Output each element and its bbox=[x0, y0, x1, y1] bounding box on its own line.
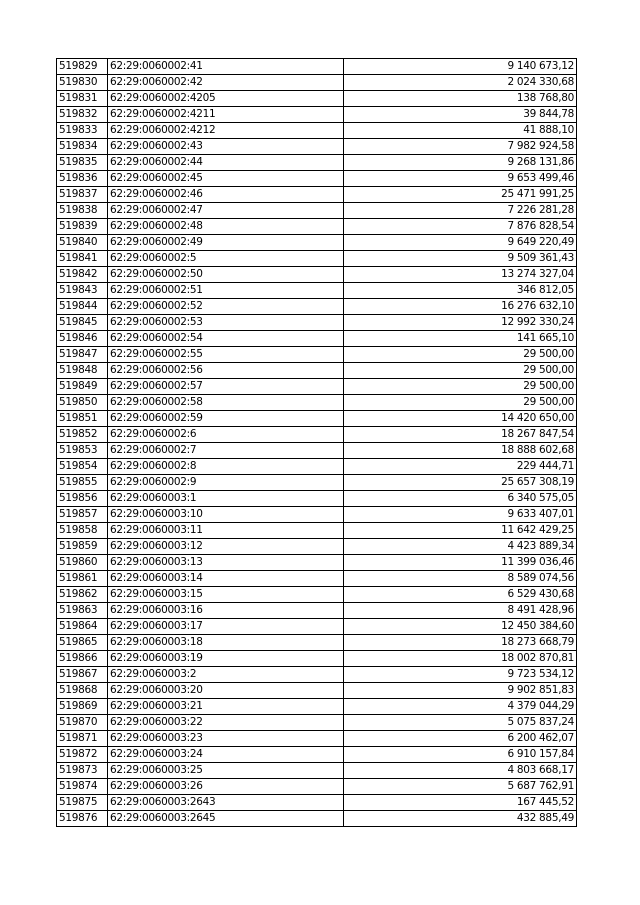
row-id-cell: 519844 bbox=[57, 299, 108, 315]
cadastral-number-cell: 62:29:0060002:50 bbox=[108, 267, 344, 283]
row-id-cell: 519837 bbox=[57, 187, 108, 203]
cadastral-value-cell: 229 444,71 bbox=[344, 459, 577, 475]
table-row bbox=[57, 683, 577, 699]
cadastral-value-cell: 14 420 650,00 bbox=[344, 411, 577, 427]
cadastral-number-cell: 62:29:0060003:1 bbox=[108, 491, 344, 507]
cadastral-value-cell: 6 910 157,84 bbox=[344, 747, 577, 763]
cadastral-number-cell: 62:29:0060002:54 bbox=[108, 331, 344, 347]
table-row bbox=[57, 91, 577, 107]
row-id-cell: 519830 bbox=[57, 75, 108, 91]
cadastral-number-cell: 62:29:0060002:8 bbox=[108, 459, 344, 475]
cadastral-value-cell: 39 844,78 bbox=[344, 107, 577, 123]
table-row bbox=[57, 315, 577, 331]
cadastral-value-cell: 12 450 384,60 bbox=[344, 619, 577, 635]
cadastral-value-cell: 8 589 074,56 bbox=[344, 571, 577, 587]
table-row bbox=[57, 555, 577, 571]
cadastral-value-cell: 4 379 044,29 bbox=[344, 699, 577, 715]
table-row bbox=[57, 235, 577, 251]
cadastral-value-cell: 5 687 762,91 bbox=[344, 779, 577, 795]
cadastral-value-cell: 138 768,80 bbox=[344, 91, 577, 107]
cadastral-value-cell: 13 274 327,04 bbox=[344, 267, 577, 283]
table-row bbox=[57, 59, 577, 75]
row-id-cell: 519851 bbox=[57, 411, 108, 427]
row-id-cell: 519834 bbox=[57, 139, 108, 155]
table-row bbox=[57, 699, 577, 715]
table-row bbox=[57, 443, 577, 459]
table-row bbox=[57, 523, 577, 539]
cadastral-number-cell: 62:29:0060002:58 bbox=[108, 395, 344, 411]
cadastral-value-cell: 7 982 924,58 bbox=[344, 139, 577, 155]
table-row bbox=[57, 219, 577, 235]
cadastral-value-cell: 11 642 429,25 bbox=[344, 523, 577, 539]
row-id-cell: 519831 bbox=[57, 91, 108, 107]
cadastral-value-cell: 25 471 991,25 bbox=[344, 187, 577, 203]
row-id-cell: 519873 bbox=[57, 763, 108, 779]
cadastral-number-cell: 62:29:0060003:12 bbox=[108, 539, 344, 555]
table-row bbox=[57, 475, 577, 491]
row-id-cell: 519833 bbox=[57, 123, 108, 139]
table-row bbox=[57, 635, 577, 651]
row-id-cell: 519850 bbox=[57, 395, 108, 411]
cadastral-number-cell: 62:29:0060002:6 bbox=[108, 427, 344, 443]
table-row bbox=[57, 619, 577, 635]
row-id-cell: 519846 bbox=[57, 331, 108, 347]
cadastral-value-cell: 141 665,10 bbox=[344, 331, 577, 347]
cadastral-number-cell: 62:29:0060003:21 bbox=[108, 699, 344, 715]
cadastral-value-cell: 8 491 428,96 bbox=[344, 603, 577, 619]
row-id-cell: 519861 bbox=[57, 571, 108, 587]
table-row bbox=[57, 299, 577, 315]
cadastral-number-cell: 62:29:0060003:18 bbox=[108, 635, 344, 651]
table-row bbox=[57, 715, 577, 731]
table-row bbox=[57, 331, 577, 347]
cadastral-number-cell: 62:29:0060002:59 bbox=[108, 411, 344, 427]
cadastral-value-table bbox=[56, 58, 577, 827]
row-id-cell: 519870 bbox=[57, 715, 108, 731]
cadastral-number-cell: 62:29:0060002:56 bbox=[108, 363, 344, 379]
table-row bbox=[57, 587, 577, 603]
cadastral-number-cell: 62:29:0060002:5 bbox=[108, 251, 344, 267]
cadastral-value-cell: 9 268 131,86 bbox=[344, 155, 577, 171]
cadastral-value-cell: 7 876 828,54 bbox=[344, 219, 577, 235]
row-id-cell: 519843 bbox=[57, 283, 108, 299]
row-id-cell: 519832 bbox=[57, 107, 108, 123]
cadastral-number-cell: 62:29:0060002:46 bbox=[108, 187, 344, 203]
cadastral-number-cell: 62:29:0060002:44 bbox=[108, 155, 344, 171]
table-row bbox=[57, 491, 577, 507]
cadastral-value-cell: 4 423 889,34 bbox=[344, 539, 577, 555]
cadastral-number-cell: 62:29:0060003:19 bbox=[108, 651, 344, 667]
cadastral-value-cell: 5 075 837,24 bbox=[344, 715, 577, 731]
cadastral-number-cell: 62:29:0060003:2645 bbox=[108, 811, 344, 827]
table-row bbox=[57, 731, 577, 747]
row-id-cell: 519857 bbox=[57, 507, 108, 523]
row-id-cell: 519854 bbox=[57, 459, 108, 475]
row-id-cell: 519862 bbox=[57, 587, 108, 603]
cadastral-value-cell: 7 226 281,28 bbox=[344, 203, 577, 219]
cadastral-value-cell: 167 445,52 bbox=[344, 795, 577, 811]
table-row bbox=[57, 507, 577, 523]
cadastral-number-cell: 62:29:0060002:52 bbox=[108, 299, 344, 315]
table-row bbox=[57, 651, 577, 667]
table-row bbox=[57, 427, 577, 443]
cadastral-value-cell: 29 500,00 bbox=[344, 379, 577, 395]
cadastral-number-cell: 62:29:0060003:2 bbox=[108, 667, 344, 683]
row-id-cell: 519863 bbox=[57, 603, 108, 619]
cadastral-value-cell: 25 657 308,19 bbox=[344, 475, 577, 491]
table-row bbox=[57, 747, 577, 763]
cadastral-number-cell: 62:29:0060002:4205 bbox=[108, 91, 344, 107]
table-row bbox=[57, 779, 577, 795]
cadastral-value-cell: 9 633 407,01 bbox=[344, 507, 577, 523]
cadastral-value-cell: 12 992 330,24 bbox=[344, 315, 577, 331]
row-id-cell: 519840 bbox=[57, 235, 108, 251]
cadastral-number-cell: 62:29:0060002:4211 bbox=[108, 107, 344, 123]
row-id-cell: 519867 bbox=[57, 667, 108, 683]
table-row bbox=[57, 379, 577, 395]
row-id-cell: 519874 bbox=[57, 779, 108, 795]
row-id-cell: 519845 bbox=[57, 315, 108, 331]
row-id-cell: 519835 bbox=[57, 155, 108, 171]
row-id-cell: 519856 bbox=[57, 491, 108, 507]
row-id-cell: 519868 bbox=[57, 683, 108, 699]
row-id-cell: 519864 bbox=[57, 619, 108, 635]
table-row bbox=[57, 811, 577, 827]
row-id-cell: 519847 bbox=[57, 347, 108, 363]
table-row bbox=[57, 251, 577, 267]
table-row bbox=[57, 795, 577, 811]
table-row bbox=[57, 395, 577, 411]
table-row bbox=[57, 763, 577, 779]
cadastral-value-cell: 41 888,10 bbox=[344, 123, 577, 139]
cadastral-number-cell: 62:29:0060003:17 bbox=[108, 619, 344, 635]
row-id-cell: 519849 bbox=[57, 379, 108, 395]
row-id-cell: 519875 bbox=[57, 795, 108, 811]
table-row bbox=[57, 75, 577, 91]
cadastral-number-cell: 62:29:0060003:14 bbox=[108, 571, 344, 587]
table-row bbox=[57, 571, 577, 587]
cadastral-value-cell: 6 340 575,05 bbox=[344, 491, 577, 507]
cadastral-value-cell: 432 885,49 bbox=[344, 811, 577, 827]
cadastral-value-cell: 2 024 330,68 bbox=[344, 75, 577, 91]
row-id-cell: 519841 bbox=[57, 251, 108, 267]
cadastral-number-cell: 62:29:0060002:42 bbox=[108, 75, 344, 91]
cadastral-number-cell: 62:29:0060002:43 bbox=[108, 139, 344, 155]
cadastral-number-cell: 62:29:0060002:57 bbox=[108, 379, 344, 395]
table-row bbox=[57, 187, 577, 203]
row-id-cell: 519866 bbox=[57, 651, 108, 667]
row-id-cell: 519838 bbox=[57, 203, 108, 219]
table-row bbox=[57, 283, 577, 299]
cadastral-value-cell: 9 140 673,12 bbox=[344, 59, 577, 75]
cadastral-number-cell: 62:29:0060003:24 bbox=[108, 747, 344, 763]
row-id-cell: 519852 bbox=[57, 427, 108, 443]
cadastral-number-cell: 62:29:0060003:13 bbox=[108, 555, 344, 571]
cadastral-number-cell: 62:29:0060003:25 bbox=[108, 763, 344, 779]
cadastral-value-cell: 11 399 036,46 bbox=[344, 555, 577, 571]
table-row bbox=[57, 267, 577, 283]
row-id-cell: 519839 bbox=[57, 219, 108, 235]
cadastral-number-cell: 62:29:0060002:45 bbox=[108, 171, 344, 187]
row-id-cell: 519859 bbox=[57, 539, 108, 555]
cadastral-number-cell: 62:29:0060002:55 bbox=[108, 347, 344, 363]
cadastral-number-cell: 62:29:0060003:23 bbox=[108, 731, 344, 747]
table-row bbox=[57, 363, 577, 379]
cadastral-number-cell: 62:29:0060003:22 bbox=[108, 715, 344, 731]
table-row bbox=[57, 139, 577, 155]
cadastral-value-cell: 346 812,05 bbox=[344, 283, 577, 299]
table-row bbox=[57, 107, 577, 123]
row-id-cell: 519855 bbox=[57, 475, 108, 491]
cadastral-value-cell: 6 529 430,68 bbox=[344, 587, 577, 603]
cadastral-number-cell: 62:29:0060002:41 bbox=[108, 59, 344, 75]
cadastral-number-cell: 62:29:0060003:2643 bbox=[108, 795, 344, 811]
cadastral-value-cell: 16 276 632,10 bbox=[344, 299, 577, 315]
table-row bbox=[57, 459, 577, 475]
cadastral-number-cell: 62:29:0060003:26 bbox=[108, 779, 344, 795]
cadastral-value-cell: 18 267 847,54 bbox=[344, 427, 577, 443]
row-id-cell: 519865 bbox=[57, 635, 108, 651]
cadastral-value-cell: 6 200 462,07 bbox=[344, 731, 577, 747]
table-row bbox=[57, 603, 577, 619]
row-id-cell: 519842 bbox=[57, 267, 108, 283]
cadastral-number-cell: 62:29:0060002:53 bbox=[108, 315, 344, 331]
row-id-cell: 519869 bbox=[57, 699, 108, 715]
row-id-cell: 519860 bbox=[57, 555, 108, 571]
cadastral-value-cell: 29 500,00 bbox=[344, 347, 577, 363]
table-row bbox=[57, 667, 577, 683]
cadastral-value-cell: 4 803 668,17 bbox=[344, 763, 577, 779]
table-body bbox=[57, 59, 577, 827]
row-id-cell: 519871 bbox=[57, 731, 108, 747]
cadastral-value-cell: 9 902 851,83 bbox=[344, 683, 577, 699]
cadastral-number-cell: 62:29:0060003:16 bbox=[108, 603, 344, 619]
cadastral-value-cell: 18 888 602,68 bbox=[344, 443, 577, 459]
cadastral-value-cell: 9 653 499,46 bbox=[344, 171, 577, 187]
row-id-cell: 519836 bbox=[57, 171, 108, 187]
row-id-cell: 519858 bbox=[57, 523, 108, 539]
cadastral-value-cell: 9 509 361,43 bbox=[344, 251, 577, 267]
cadastral-number-cell: 62:29:0060003:11 bbox=[108, 523, 344, 539]
cadastral-number-cell: 62:29:0060002:7 bbox=[108, 443, 344, 459]
row-id-cell: 519848 bbox=[57, 363, 108, 379]
cadastral-value-cell: 29 500,00 bbox=[344, 395, 577, 411]
row-id-cell: 519829 bbox=[57, 59, 108, 75]
cadastral-number-cell: 62:29:0060003:20 bbox=[108, 683, 344, 699]
table-row bbox=[57, 411, 577, 427]
table-row bbox=[57, 203, 577, 219]
cadastral-number-cell: 62:29:0060002:9 bbox=[108, 475, 344, 491]
row-id-cell: 519876 bbox=[57, 811, 108, 827]
table-row bbox=[57, 123, 577, 139]
cadastral-number-cell: 62:29:0060003:15 bbox=[108, 587, 344, 603]
table-row bbox=[57, 155, 577, 171]
cadastral-number-cell: 62:29:0060002:48 bbox=[108, 219, 344, 235]
cadastral-value-cell: 9 723 534,12 bbox=[344, 667, 577, 683]
cadastral-value-cell: 9 649 220,49 bbox=[344, 235, 577, 251]
table-row bbox=[57, 347, 577, 363]
row-id-cell: 519872 bbox=[57, 747, 108, 763]
cadastral-number-cell: 62:29:0060002:49 bbox=[108, 235, 344, 251]
cadastral-number-cell: 62:29:0060002:4212 bbox=[108, 123, 344, 139]
table-row bbox=[57, 171, 577, 187]
cadastral-value-cell: 29 500,00 bbox=[344, 363, 577, 379]
cadastral-number-cell: 62:29:0060002:47 bbox=[108, 203, 344, 219]
cadastral-value-cell: 18 273 668,79 bbox=[344, 635, 577, 651]
cadastral-value-cell: 18 002 870,81 bbox=[344, 651, 577, 667]
table-row bbox=[57, 539, 577, 555]
cadastral-number-cell: 62:29:0060002:51 bbox=[108, 283, 344, 299]
cadastral-number-cell: 62:29:0060003:10 bbox=[108, 507, 344, 523]
row-id-cell: 519853 bbox=[57, 443, 108, 459]
